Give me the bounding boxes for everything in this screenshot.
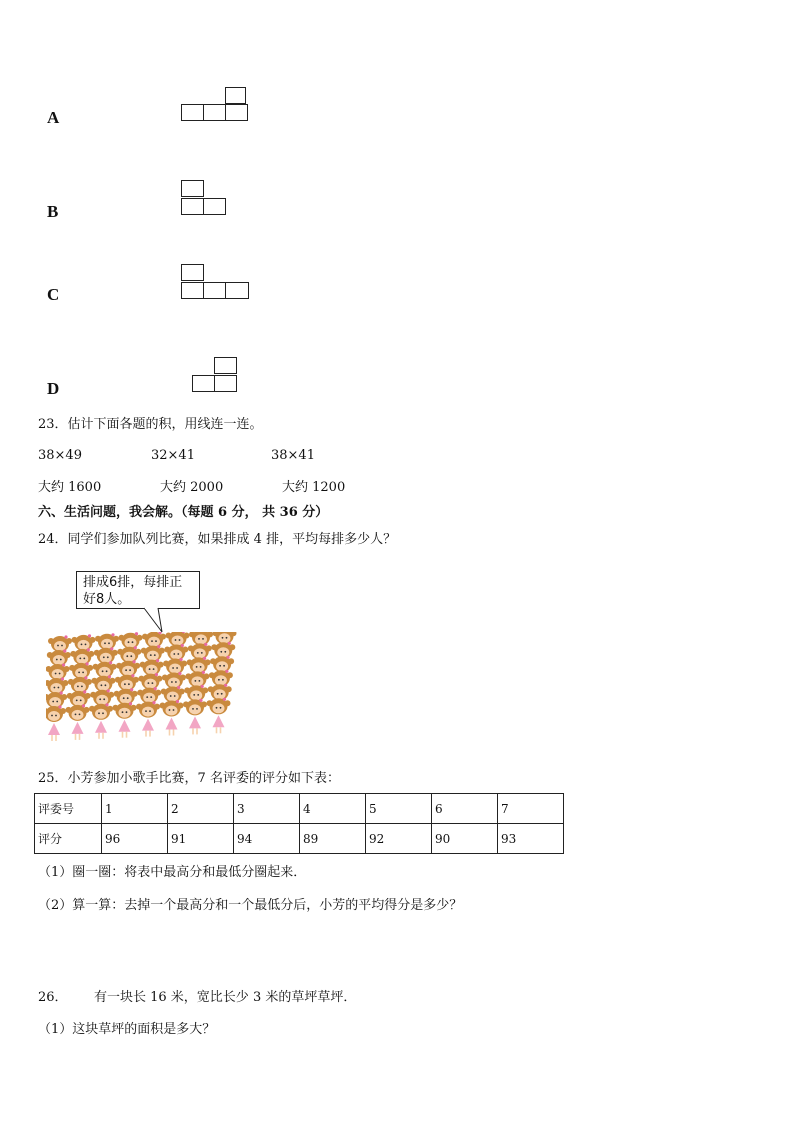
student-figure <box>162 672 186 689</box>
student-body <box>48 723 60 741</box>
student-figure <box>46 677 68 694</box>
student-figure <box>184 685 208 702</box>
score-table <box>34 793 564 854</box>
score-cell[interactable]: 92 <box>366 824 432 854</box>
square <box>203 104 226 121</box>
student-figure <box>137 687 161 704</box>
student-figure <box>46 663 70 680</box>
square <box>181 104 204 121</box>
student-figure <box>113 702 137 719</box>
bubble-line-2: 好8人。 <box>83 592 131 607</box>
q23-estimate-3[interactable]: 大约 1200 <box>282 480 346 495</box>
student-figure <box>138 673 162 690</box>
student-figure <box>48 635 72 652</box>
student-figure <box>91 675 115 692</box>
judge-cell: 1 <box>102 794 168 824</box>
student-figure <box>94 647 118 664</box>
student-figure <box>70 648 94 665</box>
student-body <box>189 716 201 734</box>
student-figure <box>210 656 234 673</box>
option-letter-b: B <box>47 202 59 221</box>
square <box>181 264 204 281</box>
student-figure <box>166 632 190 647</box>
row-label-score: 评分 <box>35 824 102 854</box>
q23-expression-2[interactable]: 32×41 <box>151 448 195 463</box>
option-letter-d: D <box>47 379 60 398</box>
q26-sub-1: （1）这块草坪的面积是多大？ <box>38 1022 216 1037</box>
judge-cell: 4 <box>300 794 366 824</box>
student-figure <box>46 705 66 722</box>
student-figure <box>163 658 187 675</box>
student-figure <box>208 684 232 701</box>
q25-sub-2: （2）算一算：去掉一个最高分和一个最低分后，小芳的平均得分是多少？ <box>38 898 463 913</box>
student-body <box>95 721 107 739</box>
judge-cell: 3 <box>234 794 300 824</box>
student-figure <box>117 646 141 663</box>
score-cell[interactable]: 96 <box>102 824 168 854</box>
square <box>181 282 204 299</box>
score-cell[interactable]: 91 <box>168 824 234 854</box>
student-body <box>213 715 225 733</box>
student-figure <box>211 642 235 659</box>
student-figure <box>89 703 113 720</box>
students-formation-illustration <box>46 632 256 752</box>
q23-expression-1[interactable]: 38×49 <box>38 448 82 463</box>
student-figure <box>160 700 184 717</box>
option-letter-c: C <box>47 285 60 304</box>
square <box>181 180 204 197</box>
q23-estimate-2[interactable]: 大约 2000 <box>160 480 224 495</box>
square <box>192 375 215 392</box>
student-figure <box>183 699 207 716</box>
option-c-shape <box>181 264 250 300</box>
student-figure <box>68 676 92 693</box>
student-figure <box>141 645 165 662</box>
judge-cell: 7 <box>498 794 564 824</box>
table-row <box>35 794 564 824</box>
q23-estimate-1[interactable]: 大约 1600 <box>38 480 102 495</box>
student-body <box>119 720 131 738</box>
bubble-line-1: 排成6排，每排正 <box>83 575 183 590</box>
q25-sub-1: （1）圈一圈：将表中最高分和最低分圈起来． <box>38 865 307 880</box>
score-cell[interactable]: 90 <box>432 824 498 854</box>
student-body <box>72 722 84 740</box>
square <box>203 282 226 299</box>
speech-bubble <box>76 571 200 609</box>
score-cell[interactable]: 93 <box>498 824 564 854</box>
q23-prompt: 23．估计下面各题的积，用线连一连。 <box>38 417 263 432</box>
option-d-shape <box>192 357 238 394</box>
square <box>225 282 249 299</box>
student-figure <box>66 704 90 721</box>
student-figure <box>119 632 143 649</box>
judge-cell: 6 <box>432 794 498 824</box>
row-label-judge: 评委号 <box>35 794 102 824</box>
q26-prompt: 有一块长 16 米，宽比长少 3 米的草坪草坪． <box>94 990 357 1005</box>
student-figure <box>69 662 93 679</box>
student-figure <box>164 644 188 661</box>
option-a-shape <box>181 87 249 123</box>
student-figure <box>72 634 96 651</box>
student-figure <box>142 632 166 648</box>
student-body <box>142 719 154 737</box>
student-figure <box>187 657 211 674</box>
student-figure <box>136 701 160 718</box>
judge-cell: 5 <box>366 794 432 824</box>
student-figure <box>185 671 209 688</box>
square <box>214 375 237 392</box>
student-figure <box>209 670 233 687</box>
student-figure <box>189 632 213 645</box>
score-cell[interactable]: 89 <box>300 824 366 854</box>
score-cell[interactable]: 94 <box>234 824 300 854</box>
q25-prompt: 25．小芳参加小歌手比赛，7 名评委的评分如下表： <box>38 771 340 786</box>
student-figure <box>115 674 139 691</box>
judge-cell: 2 <box>168 794 234 824</box>
student-figure <box>116 660 140 677</box>
square <box>181 198 204 215</box>
student-figure <box>46 691 67 708</box>
student-figure <box>90 689 114 706</box>
student-figure <box>47 649 71 666</box>
square <box>225 104 248 121</box>
square <box>214 357 237 374</box>
student-figure <box>140 659 164 676</box>
q23-expression-3[interactable]: 38×41 <box>271 448 315 463</box>
table-row <box>35 824 564 854</box>
student-figure <box>95 633 119 650</box>
q26-number: 26． <box>38 990 68 1005</box>
option-b-shape <box>181 180 227 216</box>
student-figure <box>114 688 138 705</box>
student-figure <box>67 690 91 707</box>
student-figure <box>93 661 117 678</box>
section-heading: 六、生活问题，我会解。（每题 6 分， 共 36 分） <box>38 505 329 520</box>
square <box>203 198 226 215</box>
option-letter-a: A <box>47 108 60 127</box>
student-figure <box>188 643 212 660</box>
student-figure <box>161 686 185 703</box>
student-figure <box>207 698 231 715</box>
square <box>225 87 246 104</box>
q24-prompt: 24．同学们参加队列比赛，如果排成 4 排，平均每排多少人？ <box>38 532 397 547</box>
student-body <box>166 718 178 736</box>
